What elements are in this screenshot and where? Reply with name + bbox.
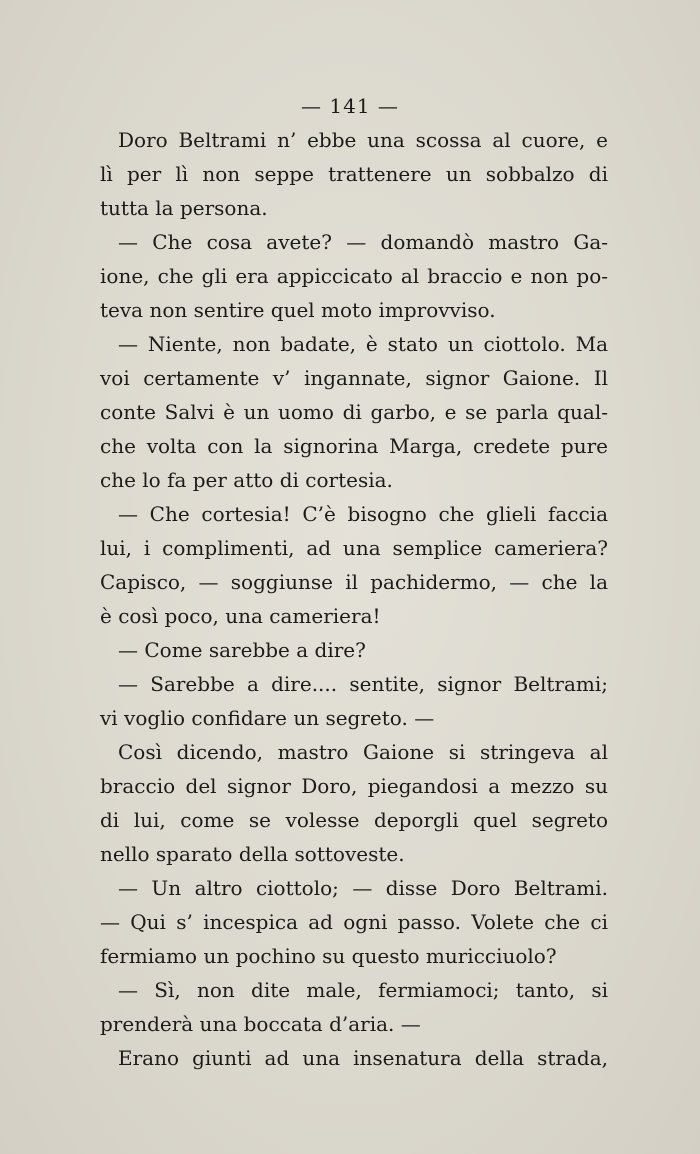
text-line: nello sparato della sottoveste. — [100, 842, 405, 866]
text-line: lui, i complimenti, ad una semplice cameriera? — [100, 536, 608, 560]
text-line: braccio del signor Doro, piegandosi a mezzo su — [100, 774, 608, 798]
text-line: lì per lì non seppe trattenere un sobbalzo di — [100, 162, 608, 186]
text-line: Doro Beltrami n’ ebbe una scossa al cuore, e — [118, 128, 608, 152]
text-line: vi voglio confidare un segreto. — — [100, 706, 435, 730]
text-line: conte Salvi è un uomo di garbo, e se parla qual- — [100, 400, 608, 424]
text-line: — Sarebbe a dire.... sentite, signor Beltrami; — [118, 672, 608, 696]
text-line: Capisco, — soggiunse il pachidermo, — che la — [100, 570, 608, 594]
text-line: — Come sarebbe a dire? — [118, 638, 366, 662]
text-line: che lo fa per atto di cortesia. — [100, 468, 393, 492]
text-line: — Che cosa avete? — domandò mastro Ga- — [118, 230, 608, 254]
text-line: fermiamo un pochino su questo muricciuolo? — [100, 944, 557, 968]
text-line: — Qui s’ incespica ad ogni passo. Volete che ci — [100, 910, 608, 934]
text-line: di lui, come se volesse deporgli quel segreto — [100, 808, 608, 832]
text-line: tutta la persona. — [100, 196, 268, 220]
text-line: Così dicendo, mastro Gaione si stringeva al — [118, 740, 608, 764]
text-line: Erano giunti ad una insenatura della strada, — [118, 1046, 608, 1070]
text-line: prenderà una boccata d’aria. — — [100, 1012, 421, 1036]
text-line: che volta con la signorina Marga, credete pure — [100, 434, 608, 458]
page-number: — 141 — — [301, 94, 399, 118]
text-line: voi certamente v’ ingannate, signor Gaione. Il — [100, 366, 608, 390]
text-line: — Che cortesia! C’è bisogno che glieli faccia — [118, 502, 608, 526]
text-line: — Sì, non dite male, fermiamoci; tanto, si — [118, 978, 608, 1002]
text-line: ione, che gli era appiccicato al braccio e non po- — [100, 264, 608, 288]
text-line: — Niente, non badate, è stato un ciottolo. Ma — [118, 332, 608, 356]
text-line: teva non sentire quel moto improvviso. — [100, 298, 496, 322]
text-line: è così poco, una cameriera! — [100, 604, 381, 628]
text-line: — Un altro ciottolo; — disse Doro Beltrami. — [118, 876, 608, 900]
